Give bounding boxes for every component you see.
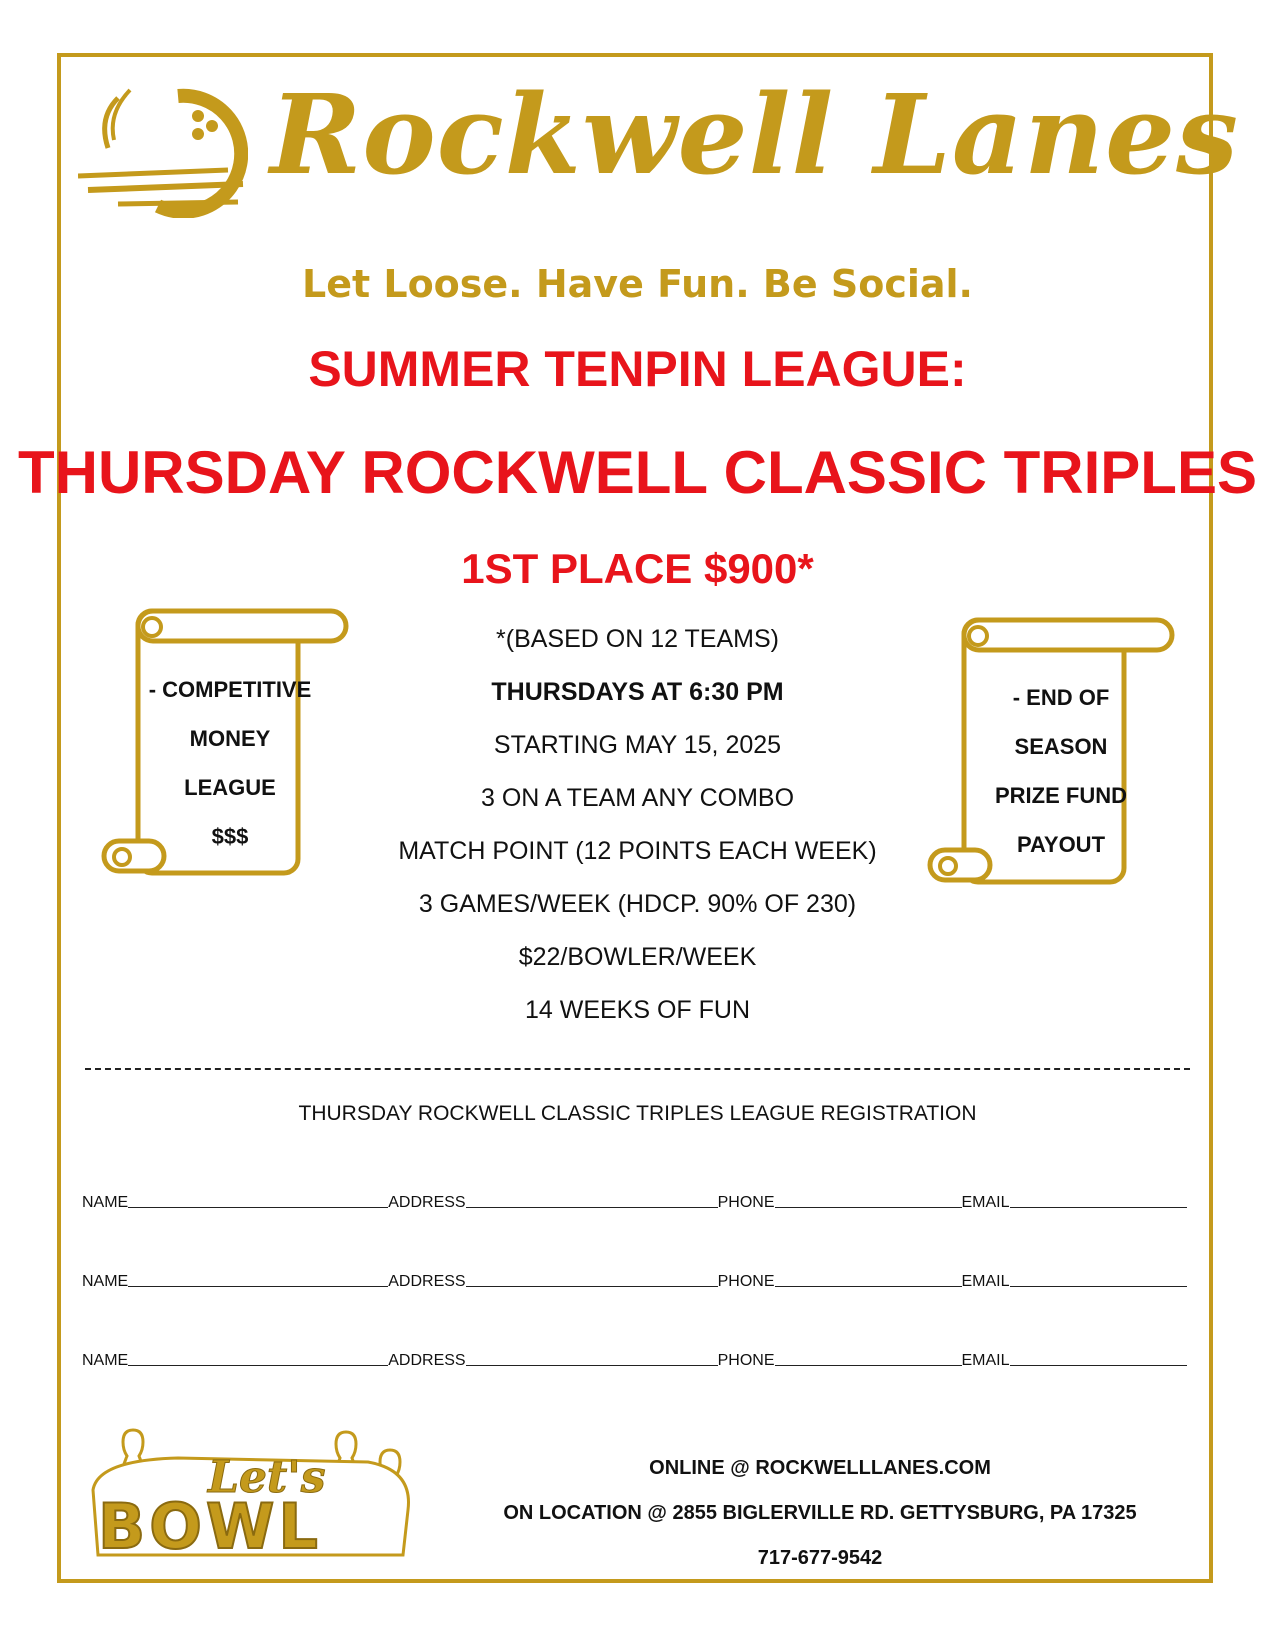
- registration-row: [82, 1186, 1189, 1212]
- email-field[interactable]: [1010, 1207, 1187, 1208]
- scroll-line: LEAGUE: [184, 775, 276, 800]
- registration-row: [82, 1265, 1189, 1291]
- phone-label: PHONE: [717, 1194, 775, 1211]
- address-field[interactable]: [466, 1207, 718, 1208]
- brand-name: Rockwell Lanes: [270, 70, 1240, 199]
- contact-online: ONLINE @ ROCKWELLLANES.COM: [649, 1457, 991, 1479]
- name-label: NAME: [82, 1273, 129, 1290]
- email-label: EMAIL: [961, 1194, 1010, 1211]
- contact-location: ON LOCATION @ 2855 BIGLERVILLE RD. GETTYSBURG, PA 17325: [503, 1502, 1137, 1524]
- phone-field[interactable]: [775, 1207, 962, 1208]
- address-label: ADDRESS: [388, 1273, 466, 1290]
- brand-tagline: Let Loose. Have Fun. Be Social.: [301, 262, 973, 306]
- bowl-word: BOWL: [98, 1490, 322, 1560]
- detail-line: MATCH POINT (12 POINTS EACH WEEK): [398, 837, 877, 865]
- name-label: NAME: [82, 1194, 129, 1211]
- detail-line: THURSDAYS AT 6:30 PM: [491, 678, 784, 706]
- address-field[interactable]: [466, 1286, 718, 1287]
- scroll-line: MONEY: [189, 726, 271, 751]
- lets-script: Let's: [208, 1452, 326, 1503]
- name-field[interactable]: [128, 1286, 388, 1287]
- email-label: EMAIL: [961, 1352, 1010, 1369]
- phone-label: PHONE: [717, 1273, 775, 1290]
- detail-line: $22/BOWLER/WEEK: [518, 943, 757, 971]
- detail-line: *(BASED ON 12 TEAMS): [496, 625, 779, 653]
- registration-title: THURSDAY ROCKWELL CLASSIC TRIPLES LEAGUE REGISTRATION: [298, 1102, 977, 1125]
- prize-heading: 1ST PLACE $900*: [461, 545, 814, 592]
- name-field[interactable]: [128, 1207, 388, 1208]
- right-scroll-text: [966, 673, 1156, 869]
- name-label: NAME: [82, 1352, 129, 1369]
- name-field[interactable]: [128, 1365, 388, 1366]
- scroll-line: $$$: [211, 824, 249, 849]
- phone-label: PHONE: [717, 1352, 775, 1369]
- detail-line: 3 GAMES/WEEK (HDCP. 90% OF 230): [418, 890, 857, 918]
- phone-field[interactable]: [775, 1365, 962, 1366]
- detail-line: 14 WEEKS OF FUN: [524, 996, 751, 1024]
- registration-row: [82, 1344, 1189, 1370]
- address-label: ADDRESS: [388, 1352, 466, 1369]
- email-field[interactable]: [1010, 1365, 1187, 1366]
- left-scroll-text: [135, 665, 325, 861]
- scroll-line: PRIZE FUND: [995, 783, 1127, 808]
- detail-line: 3 ON A TEAM ANY COMBO: [480, 784, 795, 812]
- bowling-ball-logo-icon: [78, 78, 248, 218]
- detail-line: STARTING MAY 15, 2025: [493, 731, 782, 759]
- cut-line-divider: [85, 1068, 1190, 1070]
- email-label: EMAIL: [961, 1273, 1010, 1290]
- email-field[interactable]: [1010, 1286, 1187, 1287]
- scroll-line: - COMPETITIVE: [148, 677, 312, 702]
- lets-bowl-logo-icon: [88, 1420, 428, 1560]
- address-label: ADDRESS: [388, 1194, 466, 1211]
- scroll-line: - END OF: [1012, 685, 1110, 710]
- contact-phone: 717-677-9542: [757, 1547, 883, 1569]
- phone-field[interactable]: [775, 1286, 962, 1287]
- league-name-heading: THURSDAY ROCKWELL CLASSIC TRIPLES: [18, 439, 1257, 506]
- scroll-line: SEASON: [1014, 734, 1108, 759]
- address-field[interactable]: [466, 1365, 718, 1366]
- scroll-line: PAYOUT: [1016, 832, 1106, 857]
- league-type-heading: SUMMER TENPIN LEAGUE:: [308, 341, 967, 397]
